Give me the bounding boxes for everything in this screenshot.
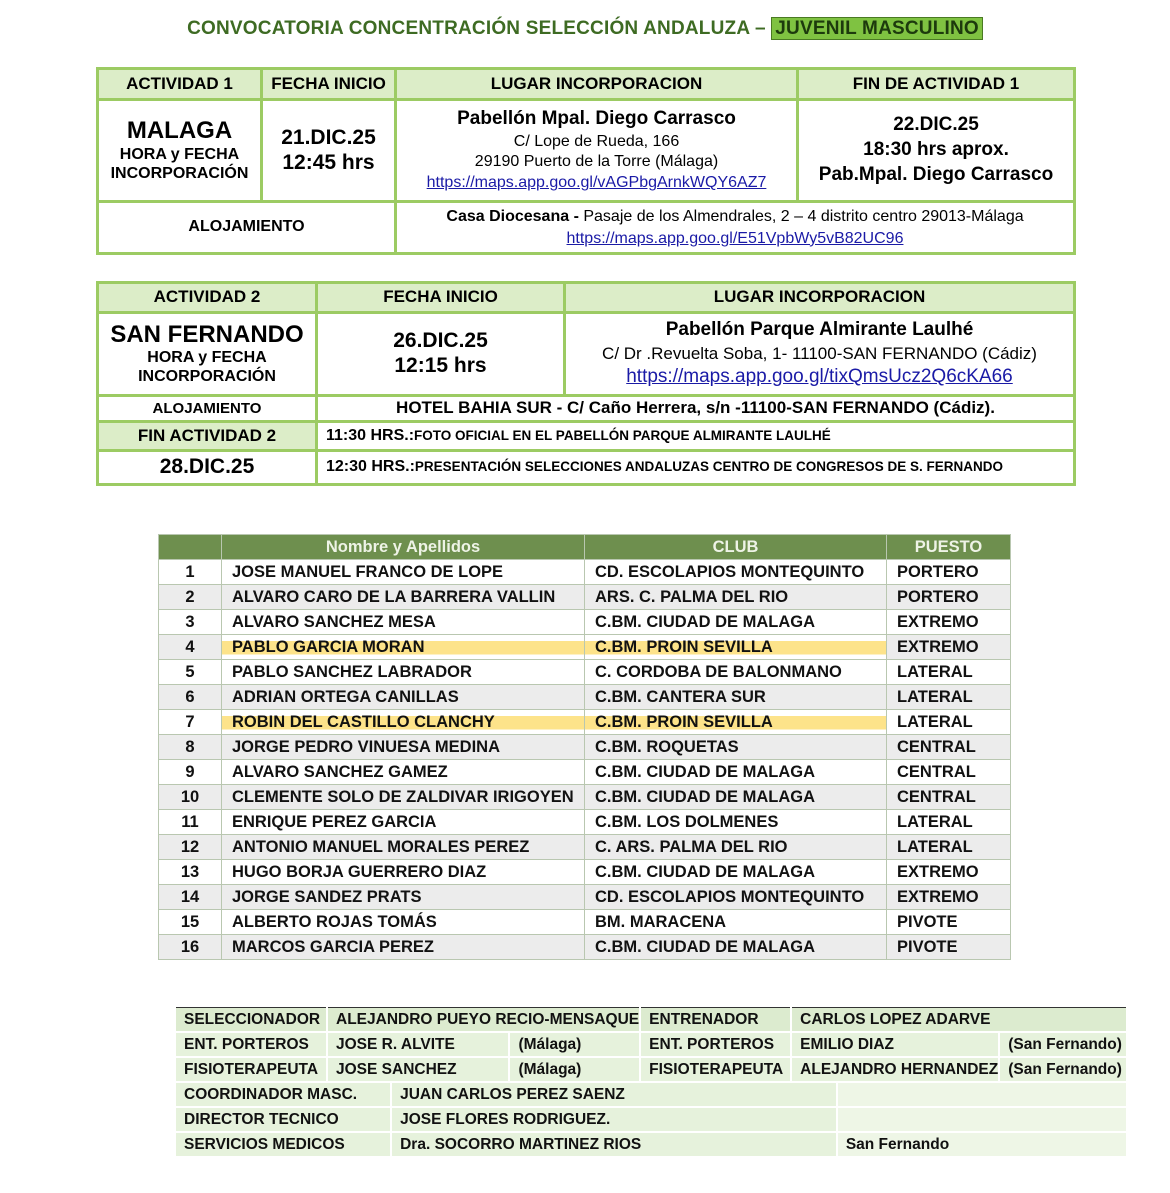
player-name: MARCOS GARCIA PEREZ	[222, 935, 585, 960]
player-position: LATERAL	[887, 810, 1011, 835]
activity2-maps-link[interactable]: https://maps.app.goo.gl/tixQmsUcz2Q6cKA66	[626, 366, 1013, 388]
activity2-incorporacion: INCORPORACIÓN	[138, 368, 276, 386]
activity2-header: ACTIVIDAD 2	[98, 283, 317, 313]
activity2-lugar-cell	[565, 313, 1075, 396]
player-number: 6	[159, 685, 222, 710]
activity1-city-cell	[98, 100, 262, 202]
table-row	[159, 610, 1011, 635]
player-number: 2	[159, 585, 222, 610]
table-row	[159, 910, 1011, 935]
table-row	[159, 560, 1011, 585]
activity2-table	[96, 281, 1076, 486]
player-name: ENRIQUE PEREZ GARCIA	[222, 810, 585, 835]
table-row	[159, 785, 1011, 810]
staff-medicos-loc: San Fernando	[837, 1132, 1127, 1157]
player-club: C. ARS. PALMA DEL RIO	[585, 835, 887, 860]
activity1-lugar-cell	[396, 100, 798, 202]
staff-empty-cell	[837, 1082, 1127, 1107]
player-number: 5	[159, 660, 222, 685]
activity2-fecha: 26.DIC.25	[393, 329, 488, 353]
player-position: PIVOTE	[887, 910, 1011, 935]
activity1-aloj-addr: Pasaje de los Almendrales, 2 – 4 distrito centro 29013-Málaga	[578, 207, 1024, 225]
activity2-event1-time: 11:30 HRS.:	[326, 426, 415, 444]
activity1-lugar-name: Pabellón Mpal. Diego Carrasco	[457, 107, 736, 129]
staff-empty-cell	[837, 1107, 1127, 1132]
staff-seleccionador: ALEJANDRO PUEYO RECIO-MENSAQUE	[327, 1008, 640, 1033]
staff-director-label: DIRECTOR TECNICO	[175, 1107, 391, 1132]
activity2-lugar-addr: C/ Dr .Revuelta Soba, 1- 11100-SAN FERNANDO (Cádiz)	[602, 343, 1037, 363]
player-club: C.BM. CIUDAD DE MALAGA	[585, 760, 887, 785]
staff-fisio-1: JOSE SANCHEZ	[327, 1057, 509, 1082]
activity2-city: SAN FERNANDO	[110, 320, 304, 348]
table-row	[159, 885, 1011, 910]
player-club: C.BM. LOS DOLMENES	[585, 810, 887, 835]
activity2-lugar-name: Pabellón Parque Almirante Laulhé	[665, 319, 974, 341]
activity2-event2-text: PRESENTACIÓN SELECCIONES ANDALUZAS CENTRO DE CONGRESOS DE S. FERNANDO	[414, 459, 1003, 475]
staff-ent-porteros-2: EMILIO DIAZ	[791, 1032, 999, 1057]
player-position: PORTERO	[887, 585, 1011, 610]
player-club: C.BM. CIUDAD DE MALAGA	[585, 785, 887, 810]
table-row	[159, 585, 1011, 610]
activity1-incorporacion: INCORPORACIÓN	[110, 164, 249, 182]
player-name: JORGE PEDRO VINUESA MEDINA	[222, 735, 585, 760]
table-row	[159, 760, 1011, 785]
player-position: CENTRAL	[887, 735, 1011, 760]
activity1-lugar-addr1: C/ Lope de Rueda, 166	[513, 132, 680, 150]
player-position: LATERAL	[887, 660, 1011, 685]
player-name: HUGO BORJA GUERRERO DIAZ	[222, 860, 585, 885]
staff-fisio-2-loc: (San Fernando)	[999, 1057, 1127, 1082]
activity1-fin-lugar: Pab.Mpal. Diego Carrasco	[818, 163, 1054, 185]
player-position: EXTREMO	[887, 885, 1011, 910]
activity2-header-fecha: FECHA INICIO	[317, 283, 565, 313]
activity1-fecha: 21.DIC.25	[281, 125, 376, 149]
staff-ent-porteros-label: ENT. PORTEROS	[175, 1032, 327, 1057]
activity1-date-cell	[262, 100, 396, 202]
player-club: C.BM. CIUDAD DE MALAGA	[585, 935, 887, 960]
activity1-city: MALAGA	[126, 117, 233, 145]
player-number: 1	[159, 560, 222, 585]
player-number: 9	[159, 760, 222, 785]
player-number: 7	[159, 710, 222, 735]
activity1-header-fin: FIN DE ACTIVIDAD 1	[798, 69, 1075, 100]
staff-ent-porteros-label-2: ENT. PORTEROS	[640, 1032, 791, 1057]
player-club: C. CORDOBA DE BALONMANO	[585, 660, 887, 685]
player-number: 11	[159, 810, 222, 835]
staff-ent-porteros-2-loc: (San Fernando)	[999, 1032, 1127, 1057]
table-row	[159, 660, 1011, 685]
player-number: 8	[159, 735, 222, 760]
player-position: PIVOTE	[887, 935, 1011, 960]
player-name: ADRIAN ORTEGA CANILLAS	[222, 685, 585, 710]
activity1-table	[96, 67, 1076, 255]
activity1-aloj-name: Casa Diocesana -	[446, 207, 579, 225]
player-number: 4	[159, 635, 222, 660]
player-club: C.BM. CIUDAD DE MALAGA	[585, 610, 887, 635]
activity1-hora: 12:45 hrs	[282, 150, 375, 174]
staff-fisio-label: FISIOTERAPEUTA	[175, 1057, 327, 1082]
player-name: ANTONIO MANUEL MORALES PEREZ	[222, 835, 585, 860]
activity2-alojamiento-label: ALOJAMIENTO	[98, 396, 317, 422]
activity2-event2-time: 12:30 HRS.:	[326, 458, 415, 476]
players-header-row	[159, 535, 1011, 560]
activity2-date-cell	[317, 313, 565, 396]
staff-coordinador-label: COORDINADOR MASC.	[175, 1082, 391, 1107]
player-name: JOSE MANUEL FRANCO DE LOPE	[222, 560, 585, 585]
activity2-event2	[317, 451, 1075, 485]
player-number: 12	[159, 835, 222, 860]
player-club: ARS. C. PALMA DEL RIO	[585, 585, 887, 610]
activity2-event1	[317, 422, 1075, 451]
player-club: CD. ESCOLAPIOS MONTEQUINTO	[585, 885, 887, 910]
staff-fisio-label-2: FISIOTERAPEUTA	[640, 1057, 791, 1082]
activity2-hora-fecha: HORA y FECHA	[147, 349, 267, 367]
title-highlight: JUVENIL MASCULINO	[771, 17, 983, 40]
player-number: 15	[159, 910, 222, 935]
player-position: PORTERO	[887, 560, 1011, 585]
activity1-alojamiento-label: ALOJAMIENTO	[98, 202, 396, 254]
players-header-club: CLUB	[585, 535, 887, 560]
player-number: 14	[159, 885, 222, 910]
activity1-header-lugar: LUGAR INCORPORACION	[396, 69, 798, 100]
activity1-hora-fecha: HORA y FECHA	[119, 145, 240, 163]
player-number: 13	[159, 860, 222, 885]
table-row	[159, 635, 1011, 660]
player-position: EXTREMO	[887, 610, 1011, 635]
player-club: CD. ESCOLAPIOS MONTEQUINTO	[585, 560, 887, 585]
player-number: 16	[159, 935, 222, 960]
table-row	[159, 835, 1011, 860]
staff-medicos: Dra. SOCORRO MARTINEZ RIOS	[391, 1132, 837, 1157]
activity1-fin-fecha: 22.DIC.25	[893, 114, 979, 136]
activity1-header: ACTIVIDAD 1	[98, 69, 262, 100]
player-position: EXTREMO	[887, 860, 1011, 885]
staff-medicos-label: SERVICIOS MEDICOS	[175, 1132, 391, 1157]
player-name: ALVARO SANCHEZ MESA	[222, 610, 585, 635]
player-position: EXTREMO	[887, 635, 1011, 660]
player-position: LATERAL	[887, 685, 1011, 710]
activity1-aloj-link[interactable]: https://maps.app.goo.gl/E51VpbWy5vB82UC96	[566, 229, 904, 247]
player-position: LATERAL	[887, 835, 1011, 860]
player-number: 10	[159, 785, 222, 810]
players-table	[158, 534, 1011, 960]
player-club: C.BM. ROQUETAS	[585, 735, 887, 760]
player-name: ROBIN DEL CASTILLO CLANCHY	[222, 710, 585, 735]
activity2-event1-text: FOTO OFICIAL EN EL PABELLÓN PARQUE ALMIRANTE LAULHÉ	[414, 427, 831, 443]
activity1-lugar-addr2: 29190 Puerto de la Torre (Málaga)	[474, 153, 719, 171]
staff-entrenador-label: ENTRENADOR	[640, 1008, 791, 1033]
player-club: BM. MARACENA	[585, 910, 887, 935]
table-row	[159, 710, 1011, 735]
player-position: LATERAL	[887, 710, 1011, 735]
staff-seleccionador-label: SELECCIONADOR	[175, 1008, 327, 1033]
player-name: JORGE SANDEZ PRATS	[222, 885, 585, 910]
activity2-alojamiento-value: HOTEL BAHIA SUR - C/ Caño Herrera, s/n -11100-SAN FERNANDO (Cádiz).	[317, 396, 1075, 422]
staff-director: JOSE FLORES RODRIGUEZ.	[391, 1107, 837, 1132]
player-club: C.BM. PROIN SEVILLA	[585, 635, 887, 660]
player-name: ALVARO SANCHEZ GAMEZ	[222, 760, 585, 785]
player-name: PABLO SANCHEZ LABRADOR	[222, 660, 585, 685]
player-name: ALVARO CARO DE LA BARRERA VALLIN	[222, 585, 585, 610]
players-header-num	[159, 535, 222, 560]
player-name: CLEMENTE SOLO DE ZALDIVAR IRIGOYEN	[222, 785, 585, 810]
activity2-fin-label: FIN ACTIVIDAD 2	[98, 422, 317, 451]
player-club: C.BM. CANTERA SUR	[585, 685, 887, 710]
player-position: CENTRAL	[887, 785, 1011, 810]
activity2-header-lugar: LUGAR INCORPORACION	[565, 283, 1075, 313]
players-header-name: Nombre y Apellidos	[222, 535, 585, 560]
table-row	[159, 935, 1011, 960]
staff-ent-porteros-1: JOSE R. ALVITE	[327, 1032, 509, 1057]
staff-entrenador: CARLOS LOPEZ ADARVE	[791, 1008, 1127, 1033]
staff-coordinador: JUAN CARLOS PEREZ SAENZ	[391, 1082, 837, 1107]
activity2-hora: 12:15 hrs	[394, 354, 487, 377]
player-club: C.BM. PROIN SEVILLA	[585, 710, 887, 735]
staff-ent-porteros-1-loc: (Málaga)	[509, 1032, 640, 1057]
table-row	[159, 735, 1011, 760]
player-name: ALBERTO ROJAS TOMÁS	[222, 910, 585, 935]
table-row	[159, 860, 1011, 885]
staff-fisio-1-loc: (Málaga)	[509, 1057, 640, 1082]
activity1-fin-cell	[798, 100, 1075, 202]
player-club: C.BM. CIUDAD DE MALAGA	[585, 860, 887, 885]
players-header-pos: PUESTO	[887, 535, 1011, 560]
activity2-fin-fecha: 28.DIC.25	[98, 451, 317, 485]
table-row	[159, 685, 1011, 710]
player-number: 3	[159, 610, 222, 635]
activity1-fin-hora: 18:30 hrs aprox.	[863, 139, 1009, 161]
activity1-maps-link[interactable]: https://maps.app.goo.gl/vAGPbgArnkWQY6AZ7	[426, 174, 767, 192]
table-row	[159, 810, 1011, 835]
activity1-alojamiento-cell	[396, 202, 1075, 254]
staff-table	[174, 1007, 1128, 1158]
activity1-header-fecha: FECHA INICIO	[262, 69, 396, 100]
page-title	[0, 18, 1170, 40]
staff-fisio-2: ALEJANDRO HERNANDEZ	[791, 1057, 999, 1082]
player-position: CENTRAL	[887, 760, 1011, 785]
player-name: PABLO GARCIA MORAN	[222, 635, 585, 660]
title-main: CONVOCATORIA CONCENTRACIÓN SELECCIÓN ANDALUZA –	[187, 18, 772, 39]
activity2-city-cell	[98, 313, 317, 396]
